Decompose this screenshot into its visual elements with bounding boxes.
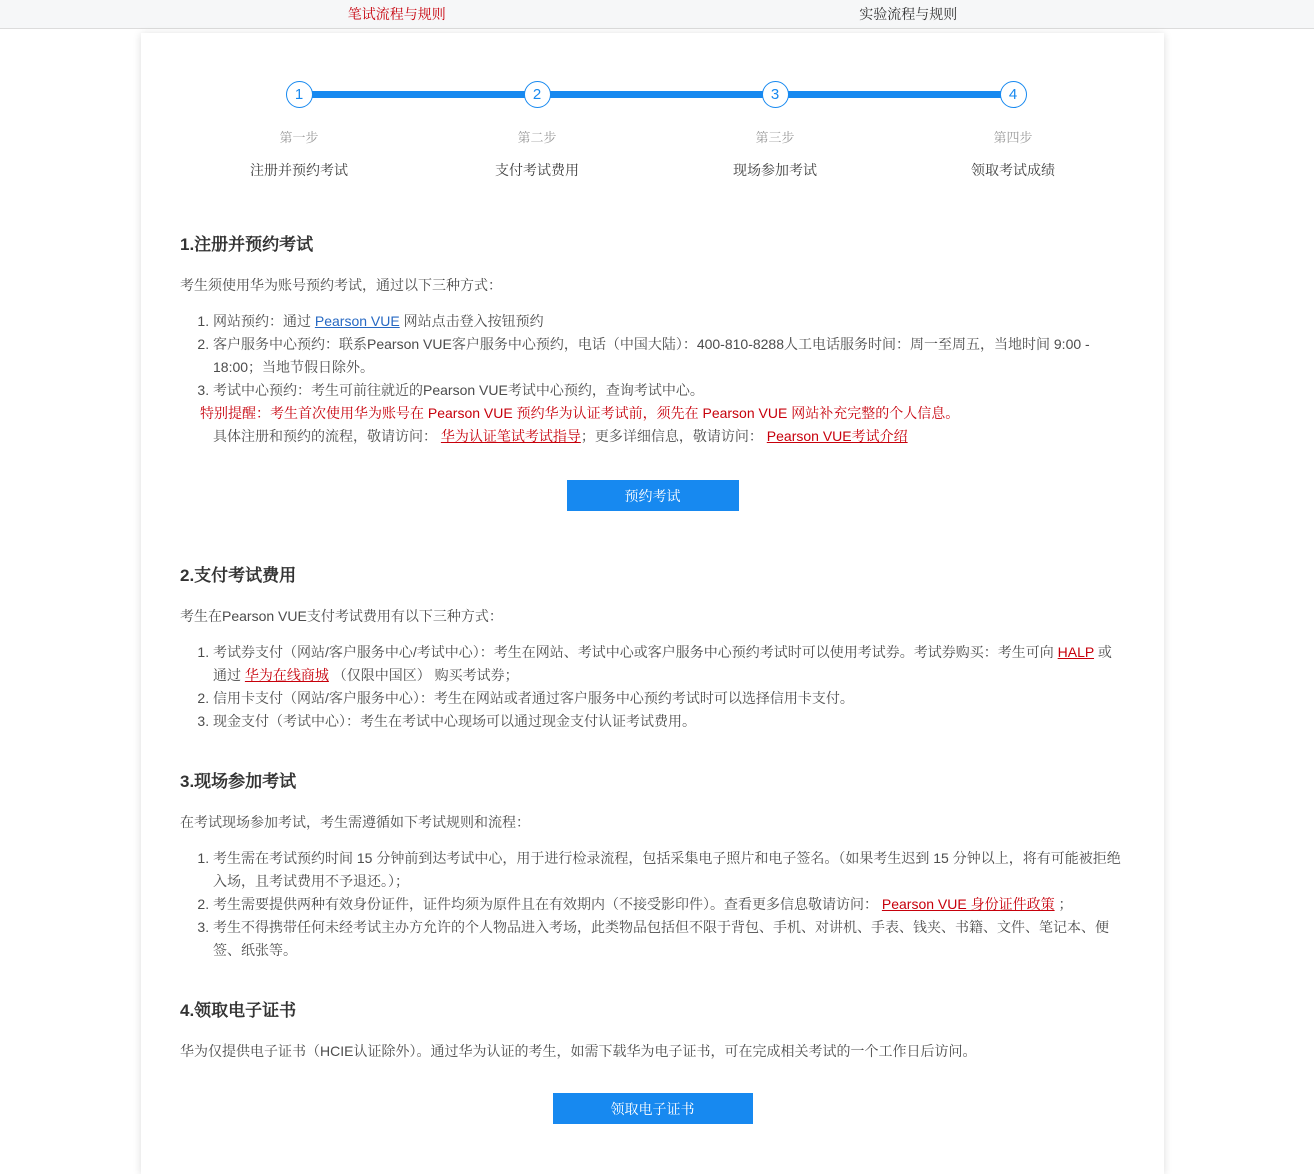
step-1-circle: 1: [286, 81, 313, 108]
list-item: 3. 考试中心预约：考生可前往就近的Pearson VUE考试中心预约，查询考试中心。: [213, 379, 1125, 402]
list-item: [213, 641, 1125, 687]
section-1-title: 1.注册并预约考试: [180, 235, 314, 254]
list-item: 3. 考生不得携带任何未经考试主办方允许的个人物品进入考场，此类物品包括但不限于背包、手机、对讲机、手表、钱夹、书籍、文件、笔记本、便签、纸张等。: [213, 916, 1125, 962]
section-2-title: 2.支付考试费用: [180, 566, 297, 585]
written-exam-guide-link[interactable]: 华为认证笔试考试指导: [440, 428, 581, 444]
section-1-intro: 考生须使用华为账号预约考试，通过以下三种方式：: [180, 277, 502, 293]
pearson-exam-intro-link[interactable]: Pearson VUE考试介绍: [766, 428, 908, 444]
payment-methods-list: [180, 641, 1125, 733]
step-1-sublabel: 第一步: [279, 130, 319, 145]
step-3-circle: 3: [762, 81, 789, 108]
list-item-text: （仅限中国区） 购买考试券；: [328, 667, 519, 683]
section-4-intro: 华为仅提供电子证书（HCIE认证除外）。通过华为认证的考生，如需下载华为电子证书，可在完成相关考试的一个工作日后访问。: [180, 1043, 977, 1059]
top-tab-bar: [0, 0, 1314, 29]
list-item: 1. 考生需在考试预约时间 15 分钟前到达考试中心，用于进行检录流程，包括采集电子照片和电子签名。（如果考生迟到 15 分钟以上，将有可能被拒绝入场，且考试费用不予退还。）；: [213, 847, 1125, 893]
step-column-1: [180, 81, 418, 180]
list-item-text: 网站预约：通过: [213, 313, 315, 329]
process-stepper: [180, 81, 1132, 180]
step-2-circle: 2: [524, 81, 551, 108]
special-reminder-text: 特别提醒：考生首次使用华为账号在 Pearson VUE 预约华为认证考试前，须先在 Pearson VUE 网站补充完整的个人信息。: [200, 405, 960, 421]
step-4-circle: 4: [1000, 81, 1027, 108]
registration-guide-line: [213, 425, 1125, 448]
top-tab-bar-inner: [141, 0, 1164, 28]
book-exam-button[interactable]: 预约考试: [567, 480, 739, 511]
list-item-text: 考试券支付（网站/客户服务中心/考试中心）：考生在网站、考试中心或客户服务中心预约考试时可以使用考试券。考试券购买：考生可向: [213, 644, 1058, 660]
list-item: 2. 信用卡支付（网站/客户服务中心）：考生在网站或者通过客户服务中心预约考试时可以选择信用卡支付。: [213, 687, 1125, 710]
content-card: [141, 33, 1164, 1174]
list-item-text: ；: [1054, 896, 1073, 912]
id-policy-link[interactable]: Pearson VUE 身份证件政策: [881, 896, 1055, 912]
pearson-vue-link[interactable]: Pearson VUE: [314, 313, 400, 329]
step-1-name: 注册并预约考试: [250, 162, 348, 178]
step-4-sublabel: 第四步: [993, 130, 1033, 145]
section-3-intro: 在考试现场参加考试，考生需遵循如下考试规则和流程：: [180, 814, 530, 830]
onsite-rules-list: [180, 847, 1125, 962]
step-2-name: 支付考试费用: [495, 162, 579, 178]
list-item: 2. 客户服务中心预约：联系Pearson VUE客户服务中心预约，电话（中国大陆）：400-810-8288人工电话服务时间：周一至周五，当地时间 9:00 - 18:00；当地节假日除外。: [213, 333, 1125, 379]
huawei-online-mall-link[interactable]: 华为在线商城: [244, 667, 329, 683]
list-item-text: 或通过: [213, 644, 1112, 683]
booking-methods-list: [180, 310, 1125, 402]
guide-text: 具体注册和预约的流程，敬请访问：: [213, 428, 441, 444]
list-item: [213, 893, 1125, 916]
list-item-text: 网站点击登入按钮预约: [399, 313, 544, 329]
step-3-name: 现场参加考试: [733, 162, 817, 178]
halp-link[interactable]: HALP: [1057, 644, 1094, 660]
get-e-certificate-button[interactable]: 领取电子证书: [553, 1093, 753, 1124]
guide-text: ；更多详细信息，敬请访问：: [580, 428, 767, 444]
step-column-3: [656, 81, 894, 180]
section-3-title: 3.现场参加考试: [180, 772, 297, 791]
step-4-name: 领取考试成绩: [971, 162, 1055, 178]
section-4-title: 4.领取电子证书: [180, 1001, 297, 1020]
tab-lab-exam-rules[interactable]: 实验流程与规则: [859, 6, 958, 22]
section-2-intro: 考生在Pearson VUE支付考试费用有以下三种方式：: [180, 608, 503, 624]
list-item: 3. 现金支付（考试中心）：考生在考试中心现场可以通过现金支付认证考试费用。: [213, 710, 1125, 733]
tab-written-exam-rules[interactable]: 笔试流程与规则: [347, 6, 446, 22]
step-2-sublabel: 第二步: [517, 130, 557, 145]
list-item: [213, 310, 1125, 333]
step-3-sublabel: 第三步: [755, 130, 795, 145]
list-item-text: 考生需要提供两种有效身份证件，证件均须为原件且在有效期内（不接受影印件）。查看更多信息敬请访问：: [213, 896, 882, 912]
step-column-4: [894, 81, 1132, 180]
step-column-2: [418, 81, 656, 180]
